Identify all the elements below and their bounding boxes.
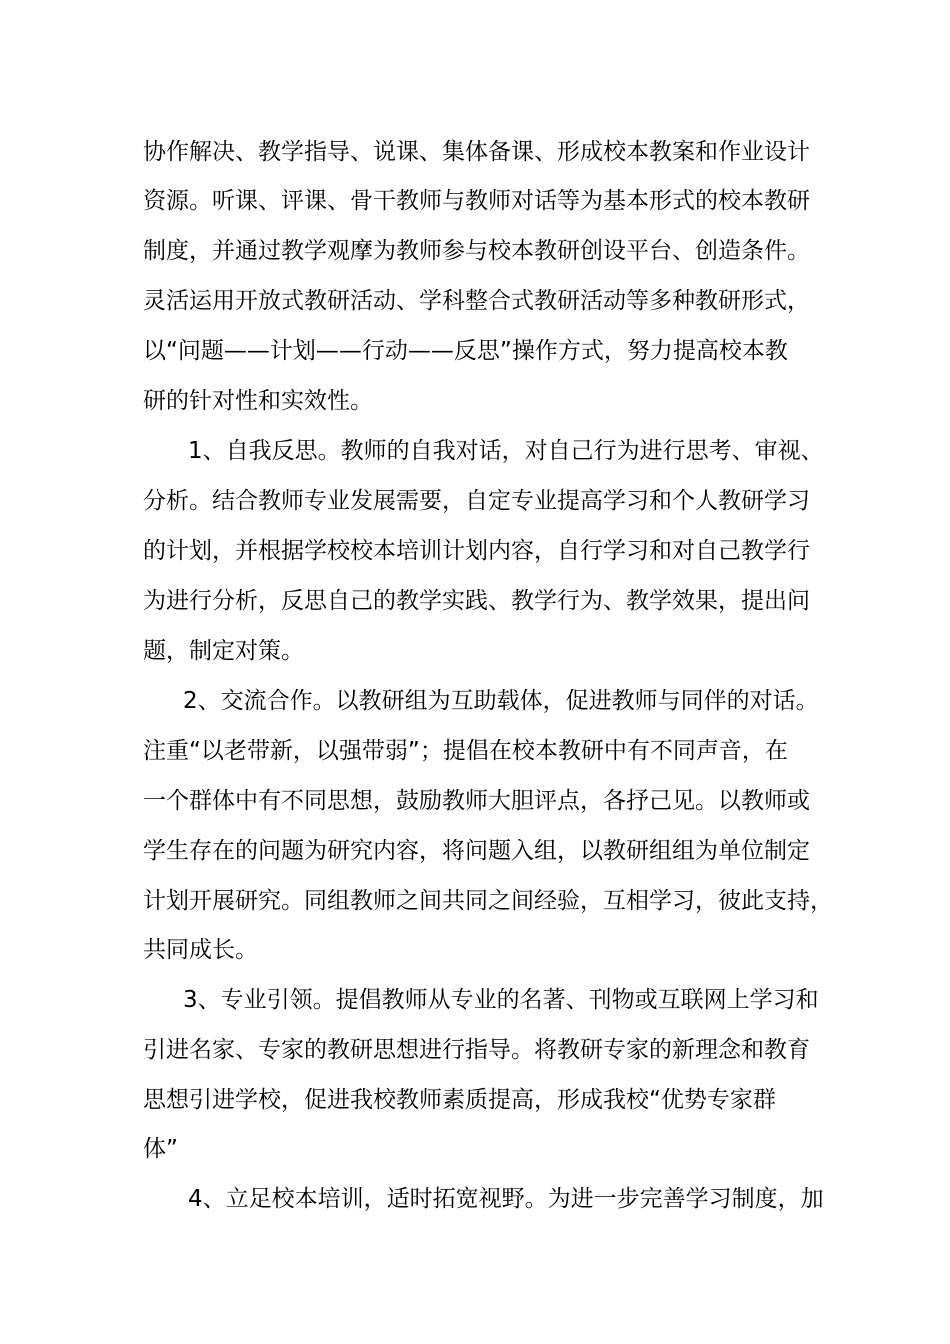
text-line: 制度，并通过教学观摩为教师参与校本教研创设平台、创造条件。 xyxy=(143,238,810,264)
text-line: 注重“以老带新，以强带弱”；提倡在校本教研中有不同声音，在 xyxy=(143,738,788,764)
paragraph-4-start: 4、立足校本培训，适时拓宽视野。为进一步完善学习制度，加 xyxy=(188,1186,824,1212)
text-line: 资源。听课、评课、骨干教师与教师对话等为基本形式的校本教研 xyxy=(143,188,810,214)
text-line: 研的针对性和实效性。 xyxy=(143,388,373,414)
text-line: 题，制定对策。 xyxy=(143,638,304,664)
text-line: 计划开展研究。同组教师之间共同之间经验，互相学习，彼此支持， xyxy=(143,888,833,914)
text-line: 学生存在的问题为研究内容，将问题入组，以教研组组为单位制定 xyxy=(143,838,810,864)
text-line: 分析。结合教师专业发展需要，自定专业提高学习和个人教研学习 xyxy=(143,488,810,514)
text-line: 的计划，并根据学校校本培训计划内容，自行学习和对自己教学行 xyxy=(143,538,810,564)
text-line: 协作解决、教学指导、说课、集体备课、形成校本教案和作业设计 xyxy=(143,139,810,165)
paragraph-2-start: 2、交流合作。以教研组为互助载体，促进教师与同伴的对话。 xyxy=(183,688,819,714)
text-line: 体” xyxy=(143,1136,178,1162)
text-line: 灵活运用开放式教研活动、学科整合式教研活动等多种教研形式， xyxy=(143,288,810,314)
text-line: 引进名家、专家的教研思想进行指导。将教研专家的新理念和教育 xyxy=(143,1037,810,1063)
text-line: 一个群体中有不同思想，鼓励教师大胆评点，各抒己见。以教师或 xyxy=(143,788,810,814)
text-line: 共同成长。 xyxy=(143,937,258,963)
paragraph-3-start: 3、专业引领。提倡教师从专业的名著、刊物或互联网上学习和 xyxy=(183,987,819,1013)
paragraph-1-start: 1、自我反思。教师的自我对话，对自己行为进行思考、审视、 xyxy=(188,438,824,464)
text-line: 以“问题——计划——行动——反思”操作方式，努力提高校本教 xyxy=(143,338,788,364)
text-line: 思想引进学校，促进我校教师素质提高，形成我校“优势专家群 xyxy=(143,1087,776,1113)
text-line: 为进行分析，反思自己的教学实践、教学行为、教学效果，提出问 xyxy=(143,588,810,614)
